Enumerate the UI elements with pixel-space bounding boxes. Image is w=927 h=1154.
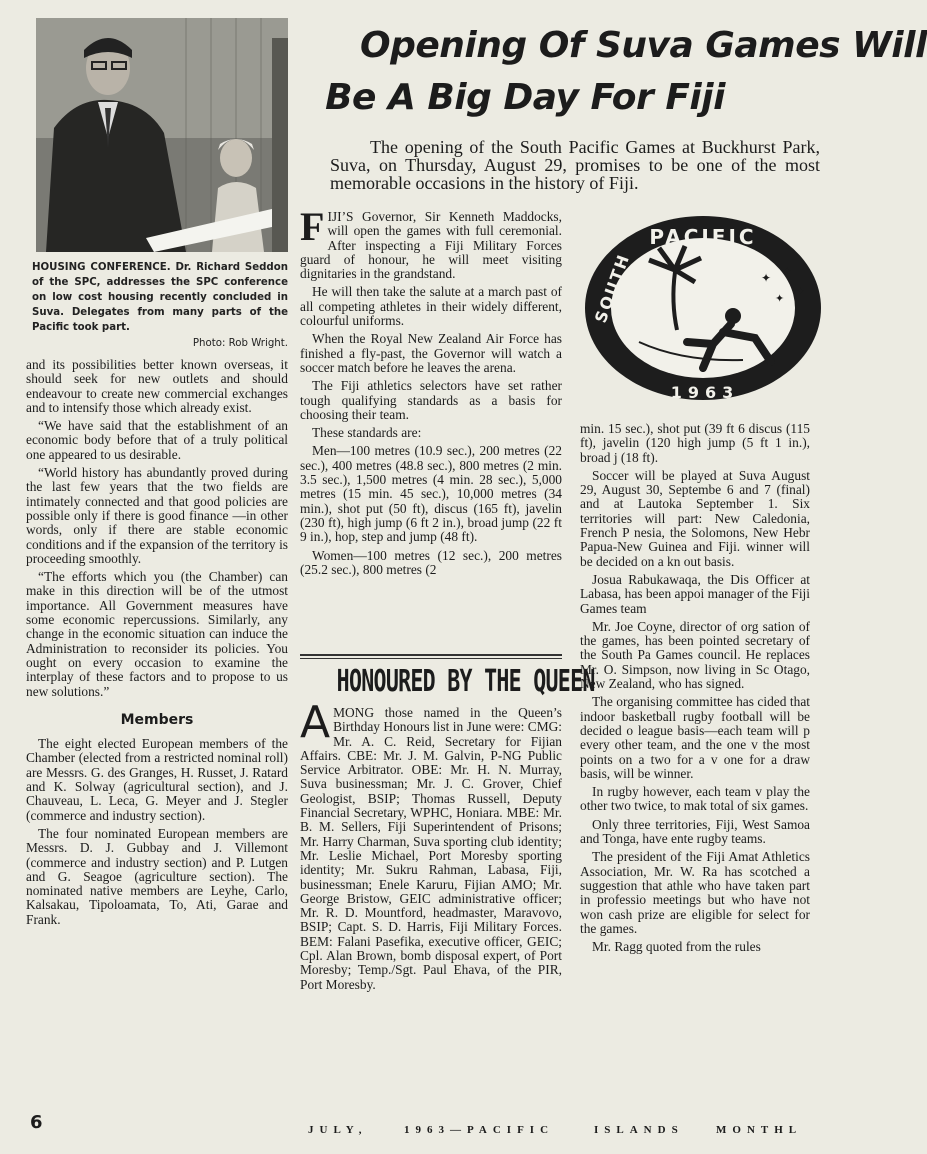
paragraph: “The efforts which you (the Chamber) can make in this direction will be of the utmost importance. All Government measures have some economic repercussions. Similarly, any change in the economic situation can induce the Administration to reconsider its policies. You ought on every occasion to examine the interplay of these factors and to propose to us new solutions.” <box>26 569 288 699</box>
photo-caption <box>32 260 288 351</box>
games-headline <box>300 20 927 124</box>
star-icon: ✦ <box>797 286 805 296</box>
members-subheading: Members <box>120 711 194 728</box>
paragraph: Women—100 metres (12 sec.), 200 metres (25.2 sec.), 800 metres (2 <box>300 547 562 577</box>
section-rule <box>300 654 562 656</box>
logo-year: 1963 <box>670 383 740 402</box>
paragraph: These standards are: <box>312 425 422 441</box>
paragraph: When the Royal New Zealand Air Force has finished a fly-past, the Governor will watch a soccer match before he leaves the arena. <box>300 331 562 375</box>
honours-headline: HONOURED BY THE QUEEN <box>336 664 595 699</box>
footer-monthly: MONTHL <box>716 1124 803 1136</box>
paragraph: Mr. Ragg quoted from the rules <box>592 939 761 955</box>
footer-year-pub: 1963—PACIFIC <box>404 1124 555 1136</box>
footer-islands: ISLANDS <box>594 1124 684 1136</box>
paragraph: Mr. Joe Coyne, director of org sation of the games, has been pointed secretary of the South Pa Games council. He replaces Mr. O. Simpson, now living in Sc Otago, New Zealand, who has signed. <box>580 618 810 692</box>
paragraph: Soccer will be played at Suva August 29, August 30, Septembe 6 and 7 (final) and at Lautoka September 1. Six territories will part: New Caledonia, French P nesia, the Solomons, New Hebr Papua-New Guinea and Fiji. winner will be decided on a kn out basis. <box>580 467 810 569</box>
footer-month: JULY, <box>308 1124 368 1136</box>
paragraph-text: MONG those named in the Queen’s Birthday Honours list in June were: CMG: Mr. A. C. Reid, Secretary for Fijian Affairs. CBE: Mr. J. M. Galvin, P-NG Public Service Arbitrator. OBE: Mr. H. N. Murray, Suva businessman; Mr. J. C. Grover, Chief Geologist, BSIP; Thomas Russell, Deputy Financial Secretary, WPHC, Honiara. MBE: Mr. B. M. Sellers, Fiji Superintendent of Prisons; Mr. Harry Charman, Suva sporting club identity; Mr. Leslie Michael, Port Moresby sporting identity; Mr. Sukru Rahman, Labasa, Fiji, businessman; Enele Karuru, Fijian AMO; Mr. George Bristow, GEIC administrative officer; Mr. R. D. Mountford, headmaster, Maravovo, BSIP; Capt. S. D. Harris, Fiji Military Forces. BEM: Falani Pasefika, executive officer, GEIC; Cpl. Alan Brown, bomb disposal expert, of Port Moresby; Temp./Sgt. Paul Ehava, of the PIR, Port Moresby. <box>300 705 562 992</box>
chamber-article-column <box>26 358 288 931</box>
conference-photo <box>36 18 288 252</box>
star-icon: ✦ <box>761 271 772 285</box>
paragraph: He will then take the salute at a march past of all competing athletes in their widely different, colourful uniforms. <box>300 284 562 329</box>
games-emblem-icon <box>583 212 823 408</box>
games-logo <box>583 212 823 408</box>
paragraph: The eight elected European members of the Chamber (elected from a restricted nominal roll) are Messrs. G. des Granges, H. Russet, J. Ratard and K. Solway (agricultural section), and J. Chauveau, L. Leca, G. Meyer and J. Stegler (commerce and industry section). <box>26 736 288 823</box>
star-icon: ✦ <box>775 293 785 305</box>
caption-text: Dr. Richard Seddon of the SPC, addresses the SPC conference on low cost housing recently concluded in Suva. Delegates from many parts of the Pacific took part. <box>32 262 288 333</box>
paragraph <box>300 697 562 992</box>
headline-line-1: Opening Of Suva Games Will <box>360 25 927 66</box>
drop-cap: A <box>300 697 331 748</box>
star-icon: ✦ <box>783 266 792 277</box>
games-continued-column <box>580 422 810 958</box>
page-footer <box>0 1118 801 1138</box>
games-intro <box>330 138 820 192</box>
paragraph-text: IJI’S Governor, Sir Kenneth Maddocks, will open the games with full ceremonial. After inspecting a Fiji Military Forces guard of honour, he will meet visiting dignitaries in the grandstand. <box>300 209 562 282</box>
paragraph: min. 15 sec.), shot put (39 ft 6 discus (115 ft), javelin (120 high jump (5 ft 1 in.), broad j (18 ft). <box>580 421 810 465</box>
photo-illustration <box>36 18 288 252</box>
section-rule-thin <box>300 658 562 659</box>
paragraph: and its possibilities better known overseas, it should seek for new outlets and should endeavour to create new commercial exchanges and to intensify those which already exist. <box>26 357 288 415</box>
photo-credit: Photo: Rob Wright. <box>192 338 288 349</box>
paragraph: In rugby however, each team v play the other two twice, to mak total of six games. <box>580 784 810 814</box>
intro-paragraph: The opening of the South Pacific Games at Buckhurst Park, Suva, on Thursday, August 29, promises to be one of the most memorable occasions in the history of Fiji. <box>330 137 820 193</box>
caption-title: HOUSING CONFERENCE. <box>32 262 171 273</box>
games-article-column <box>300 204 562 581</box>
paragraph: “World history has abundantly proved during the last few years that the two fields are intimately connected and that good policies are possible only if there is good finance —in other words, only if there are stable economic conditions and if the expansion of the territory is proceeding smoothly. <box>26 465 288 566</box>
paragraph: Josua Rabukawaqa, the Dis Officer at Labasa, has been appoi manager of the Fiji Games team <box>580 571 810 616</box>
drop-cap: F <box>300 204 325 249</box>
headline-line-2: Be A Big Day For Fiji <box>325 77 725 118</box>
paragraph: Men—100 metres (10.9 sec.), 200 metres (22 sec.), 400 metres (48.8 sec.), 800 metres (2 min. 3.5 sec.), 1,500 metres (4 min. 28 sec.), 5,000 metres (15 min. 45 sec.), 10,000 metres (34 min.), shot put (50 ft), discus (165 ft), javelin (230 ft), high jump (6 ft 2 in.), broad jump (22 ft 9 in.), hop, step and jump (48 ft). <box>300 443 562 545</box>
paragraph: The Fiji athletics selectors have set rather tough qualifying standards as a basis for choosing their team. <box>300 378 562 422</box>
paragraph: The president of the Fiji Amat Athletics Association, Mr. W. Ra has scotched a suggestion that athle who have taken part in professio meetings but who have not won cash prize are eligible for select for the games. <box>580 849 810 936</box>
paragraph: “We have said that the establishment of an economic body before that of a truly political one appeared to us desirable. <box>26 418 288 462</box>
page-number: 6 <box>30 1112 43 1133</box>
honours-article-column <box>300 697 562 996</box>
logo-top-text: PACIFIC <box>649 225 757 249</box>
logo-side-text: SOUTH <box>590 250 634 326</box>
paragraph: Only three territories, Fiji, West Samoa and Tonga, have ente rugby teams. <box>580 816 810 847</box>
paragraph <box>300 204 562 282</box>
paragraph: The organising committee has cided that indoor basketball rugby football will be decided o league basis—each team will p every other team, and the one v the most points on a two for a v one for a draw basis, will be winner. <box>580 694 810 781</box>
paragraph: The four nominated European members are Messrs. D. J. Gubbay and J. Villemont (commerce and industry section) and P. Lutgen and G. Seagoe (agriculture section). The nominated native members are Leyhe, Carlo, Kalsakau, Tipoloamata, To, Ati, Garae and Frank. <box>26 825 288 927</box>
